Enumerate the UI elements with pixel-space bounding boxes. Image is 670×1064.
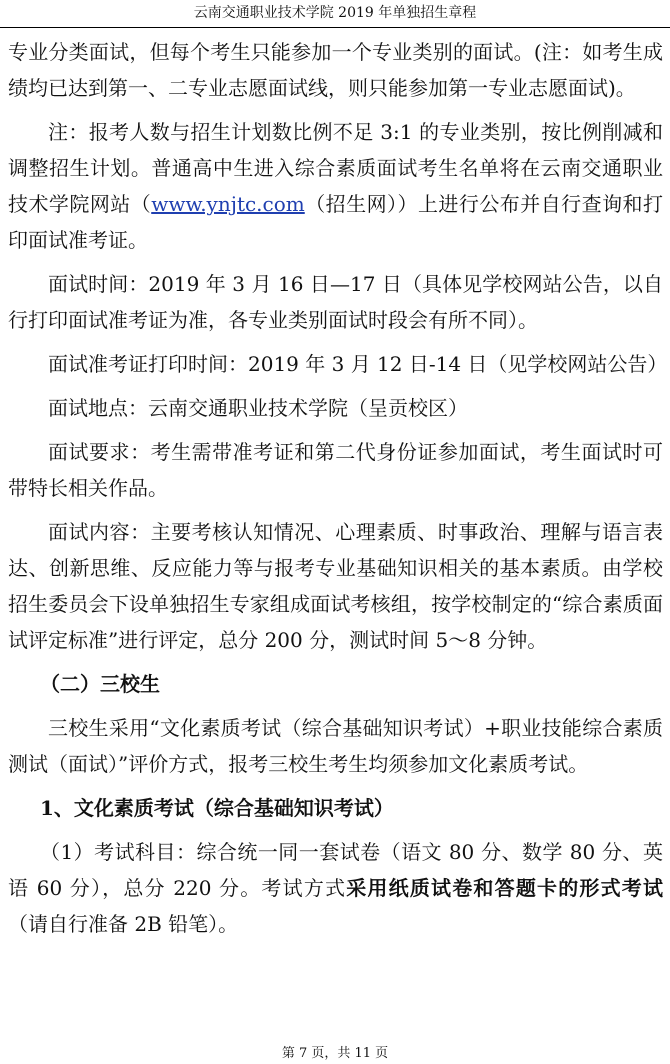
quota-note-text-2: （招生网））上进行公布并自行查询和打印面试准考证。 bbox=[8, 192, 664, 252]
exam-format-emphasis: 采用纸质试卷和答题卡的形式考试 bbox=[346, 876, 664, 900]
quota-note-text-1: 注：报考人数与招生计划数比例不足 3:1 的专业类别，按比例削减和调整招生计划。普通高中生进入综合素质面试考生名单将在云南交通职业技术学院网站（ bbox=[8, 120, 663, 216]
section-heading-culture-exam: 1、文化素质考试（综合基础知识考试） bbox=[40, 796, 394, 820]
exam-subjects-text-2: （请自行准备 2B 铅笔）。 bbox=[8, 912, 239, 936]
document-body bbox=[8, 34, 668, 942]
paragraph-admission-print-time: 面试准考证打印时间：2019 年 3 月 12 日-14 日（见学校网站公告） bbox=[48, 352, 668, 376]
website-link[interactable]: www.ynjtc.com bbox=[151, 192, 305, 216]
paragraph-interview-location: 面试地点：云南交通职业技术学院（呈贡校区） bbox=[48, 396, 468, 420]
page-header bbox=[0, 2, 670, 24]
paragraph-interview-requirements: 面试要求：考生需带准考证和第二代身份证参加面试，考生面试时可带特长相关作品。 bbox=[8, 440, 663, 500]
page-footer bbox=[0, 1046, 670, 1062]
paragraph-interview-scope: 专业分类面试，但每个考生只能参加一个专业类别的面试。(注：如考生成绩均已达到第一、二专业志愿面试线，则只能参加第一专业志愿面试)。 bbox=[8, 40, 663, 100]
exam-subjects-text-1: （1）考试科目：综合统一同一套试卷（语文 80 分、数学 80 分、英语 60 分），总分 220 分。考试方式 bbox=[8, 840, 663, 900]
paragraph-interview-content: 面试内容：主要考核认知情况、心理素质、时事政治、理解与语言表达、创新思维、反应能力等与报考专业基础知识相关的基本素质。由学校招生委员会下设单独招生专家组成面试考核组，按学校制定的“综合素质面试评定标准”进行评定，总分 200 分，测试时间 5～8 分钟。 bbox=[8, 520, 663, 652]
paragraph-interview-time: 面试时间：2019 年 3 月 16 日—17 日（具体见学校网站公告，以自行打印面试准考证为准，各专业类别面试时段会有所不同）。 bbox=[8, 272, 663, 332]
section-heading-three-schools: （二）三校生 bbox=[40, 672, 160, 696]
page-number: 第 7 页，共 11 页 bbox=[281, 1046, 389, 1061]
header-divider bbox=[0, 27, 670, 28]
header-title: 云南交通职业技术学院 2019 年单独招生章程 bbox=[193, 5, 477, 21]
paragraph-quota-note bbox=[8, 114, 663, 258]
paragraph-exam-subjects bbox=[8, 834, 663, 942]
paragraph-three-schools-evaluation: 三校生采用“文化素质考试（综合基础知识考试）+职业技能综合素质测试（面试）”评价方式，报考三校生考生均须参加文化素质考试。 bbox=[8, 716, 663, 776]
